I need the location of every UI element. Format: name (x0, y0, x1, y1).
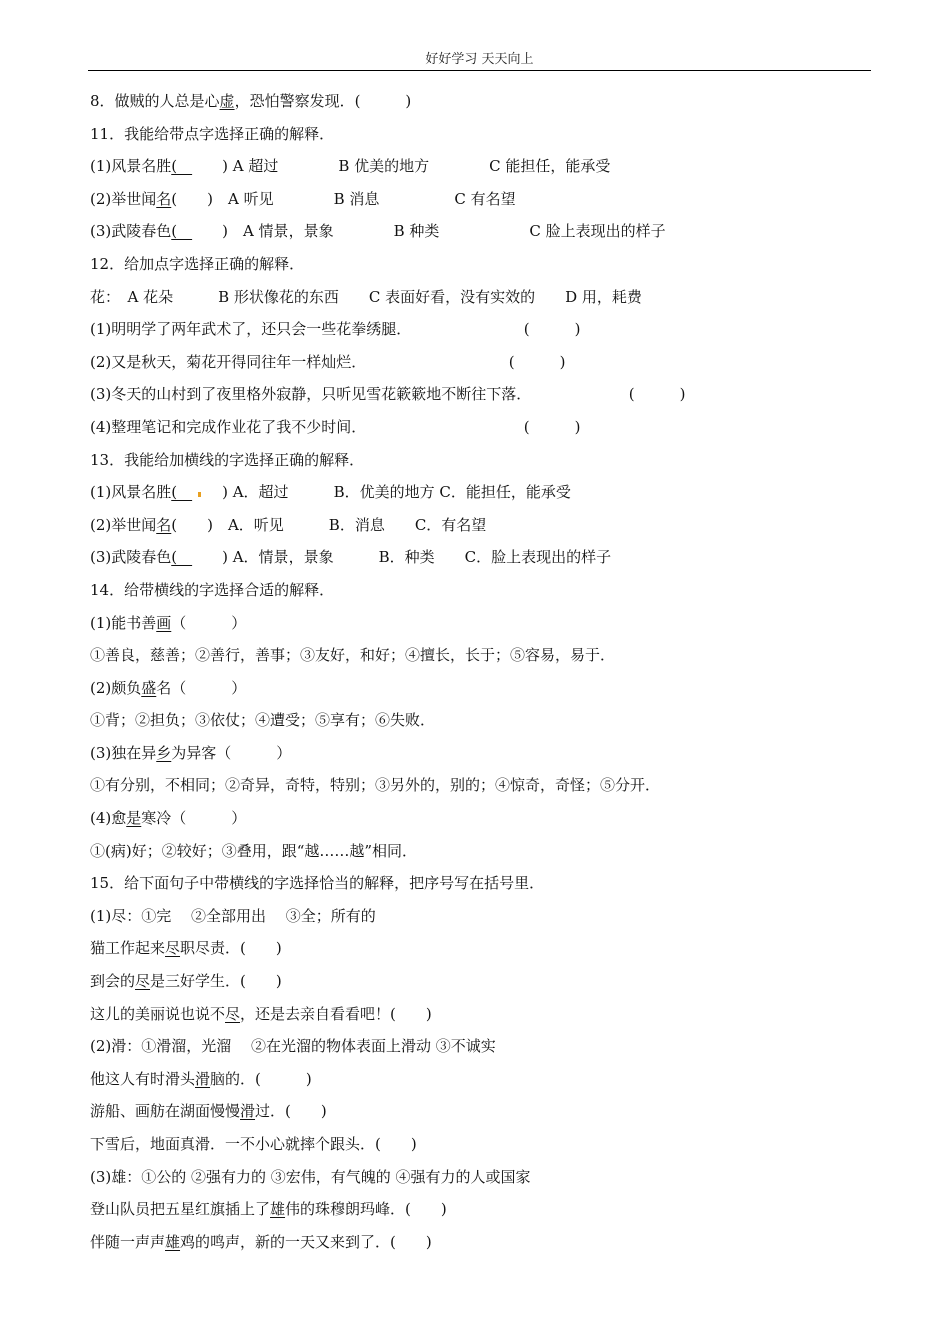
line-text-before: (2)颇负 (90, 678, 142, 697)
text-line-l8: (1)明明学了两年武术了，还只会一些花拳绣腿． ( ) (90, 320, 581, 339)
underlined-character: 滑 (240, 1102, 256, 1121)
text-line-l26: (1)尽：①完 ②全部用出 ③全；所有的 (90, 906, 376, 925)
underlined-character: 尽 (165, 939, 181, 958)
text-line-l14 (90, 512, 880, 545)
text-line-l3 (90, 153, 880, 186)
text-line-l6: 12．给加点字选择正确的解释． (90, 254, 305, 273)
text-line-l31 (90, 1066, 880, 1099)
underlined-character: ( (171, 157, 193, 176)
line-text-before: (3)武陵春色 (90, 548, 172, 567)
text-line-l32 (90, 1098, 880, 1131)
line-text-before: (1)风景名胜 (90, 483, 172, 502)
text-line-l23 (90, 805, 880, 838)
text-line-l25: 15．给下面句子中带横线的字选择恰当的解释，把序号写在括号里． (90, 874, 545, 893)
text-line-l11: (4)整理笔记和完成作业花了我不少时间． ( ) (90, 417, 581, 436)
text-line-l34: (3)雄：①公的 ②强有力的 ③宏伟，有气魄的 ④强有力的人或国家 (90, 1167, 531, 1186)
line-text-after: ( ) A．听见 B．消息 C．有名望 (171, 515, 487, 534)
text-line-l17 (90, 610, 880, 643)
line-text-before: (3)武陵春色 (90, 222, 172, 241)
underlined-character: 虚 (219, 92, 235, 110)
text-line-l10: (3)冬天的山村到了夜里格外寂静，只听见雪花簌簌地不断往下落． ( ) (90, 385, 686, 404)
text-line-l5 (90, 218, 880, 251)
underlined-character: 名 (156, 515, 172, 534)
text-line-l35 (90, 1196, 880, 1229)
text-line-l19 (90, 675, 880, 708)
line-text-after: ) A．情景，景象 B．种类 C．脸上表现出的样子 (192, 548, 612, 567)
text-line-l13 (90, 479, 880, 512)
worksheet-body (90, 88, 880, 1261)
line-text-after: 寒冷（ ） (141, 809, 247, 828)
text-line-l20: ①背；②担负；③依仗；④遭受；⑤享有；⑥失败． (90, 711, 436, 730)
text-line-l12: 13．我能给加横线的字选择正确的解释． (90, 450, 365, 469)
underlined-character: 雄 (270, 1200, 286, 1219)
line-text-after: 是三好学生．( ) (150, 972, 282, 991)
text-line-l33: 下雪后，地面真滑．一不小心就摔个跟头．( ) (90, 1135, 417, 1153)
underlined-character: 滑 (195, 1069, 211, 1088)
line-text-after: 名（ ） (156, 678, 247, 697)
text-line-l36 (90, 1229, 880, 1262)
text-line-l28 (90, 968, 880, 1001)
text-line-l4 (90, 186, 880, 219)
text-line-l21 (90, 740, 880, 773)
page-header: 好好学习 天天向上 (425, 52, 534, 67)
line-text-after: 脑的．( ) (210, 1069, 312, 1088)
line-text-before: 伴随一声声 (90, 1232, 166, 1251)
emphasis-dot-icon (198, 492, 201, 497)
text-line-l29 (90, 1001, 880, 1034)
text-line-l30: (2)滑：①滑溜，光溜 ②在光溜的物体表面上滑动 ③不诚实 (90, 1037, 496, 1056)
underlined-character: 尽 (225, 1004, 241, 1023)
line-text-before: 猫工作起来 (90, 939, 166, 958)
line-text-after: ，恐怕警察发现．( ) (234, 92, 412, 110)
line-text-after: ) A 超过 B 优美的地方 C 能担任，能承受 (192, 157, 611, 176)
line-text-after: 过．( ) (255, 1102, 327, 1121)
line-text-before: 这儿的美丽说也说不 (90, 1004, 226, 1023)
underlined-character: 盛 (141, 678, 157, 697)
underlined-character: 名 (156, 189, 172, 208)
underlined-character: ( (171, 483, 193, 502)
underlined-character: 乡 (156, 743, 172, 762)
header-divider (88, 70, 871, 71)
text-line-l16: 14．给带横线的字选择合适的解释． (90, 580, 335, 599)
line-text-after: ( ) A 听见 B 消息 C 有名望 (171, 189, 516, 208)
underlined-character: 雄 (165, 1232, 181, 1251)
line-text-before: 他这人有时滑头 (90, 1069, 196, 1088)
line-text-before: (2)举世闻 (90, 515, 157, 534)
underlined-character: 是 (126, 809, 142, 828)
line-text-after: 为异客（ ） (171, 743, 292, 762)
text-line-l9: (2)又是秋天，菊花开得同往年一样灿烂． ( ) (90, 352, 566, 371)
text-line-l1 (90, 88, 880, 121)
underlined-character: 画 (156, 613, 172, 632)
line-text-after: 伟的珠穆朗玛峰．( ) (285, 1200, 447, 1219)
underlined-character: ( (171, 548, 193, 567)
text-line-l22: ①有分别，不相同；②奇异，奇特，特别；③另外的，别的；④惊奇，奇怪；⑤分开． (90, 776, 661, 795)
line-text-after: ，还是去亲自看看吧！( ) (240, 1004, 432, 1023)
line-text-after: ) A．超过 B．优美的地方 C．能担任，能承受 (207, 483, 571, 502)
line-text-after: （ ） (171, 613, 247, 632)
line-text-before: (2)举世闻 (90, 189, 157, 208)
text-line-l27 (90, 935, 880, 968)
text-line-l18: ①善良，慈善；②善行，善事；③友好，和好；④擅长，长于；⑤容易，易于． (90, 646, 616, 665)
text-line-l2: 11．我能给带点字选择正确的解释． (90, 124, 335, 143)
line-text-before: 到会的 (90, 972, 136, 991)
underlined-character: 尽 (135, 972, 151, 991)
line-text-before: 游船、画舫在湖面慢慢 (90, 1102, 241, 1121)
line-text-before: 登山队员把五星红旗插上了 (90, 1200, 271, 1219)
text-line-l15 (90, 544, 880, 577)
line-text-before: (3)独在异 (90, 743, 157, 762)
line-text-before: (1)风景名胜 (90, 157, 172, 176)
text-line-l7: 花： A 花朵 B 形状像花的东西 C 表面好看，没有实效的 D 用，耗费 (90, 287, 642, 306)
text-line-l24: ①(病)好；②较好；③叠用，跟“越……越”相同． (90, 841, 418, 860)
line-text-after: 职尽责．( ) (180, 939, 282, 958)
line-text-after: ) A 情景，景象 B 种类 C 脸上表现出的样子 (192, 222, 666, 241)
line-text-before: (4)愈 (90, 809, 127, 828)
line-text-after: 鸡的鸣声，新的一天又来到了．( ) (180, 1232, 432, 1251)
line-text-before: 8．做贼的人总是心 (90, 92, 220, 110)
underlined-character: ( (171, 222, 193, 241)
line-text-before: (1)能书善 (90, 613, 157, 632)
